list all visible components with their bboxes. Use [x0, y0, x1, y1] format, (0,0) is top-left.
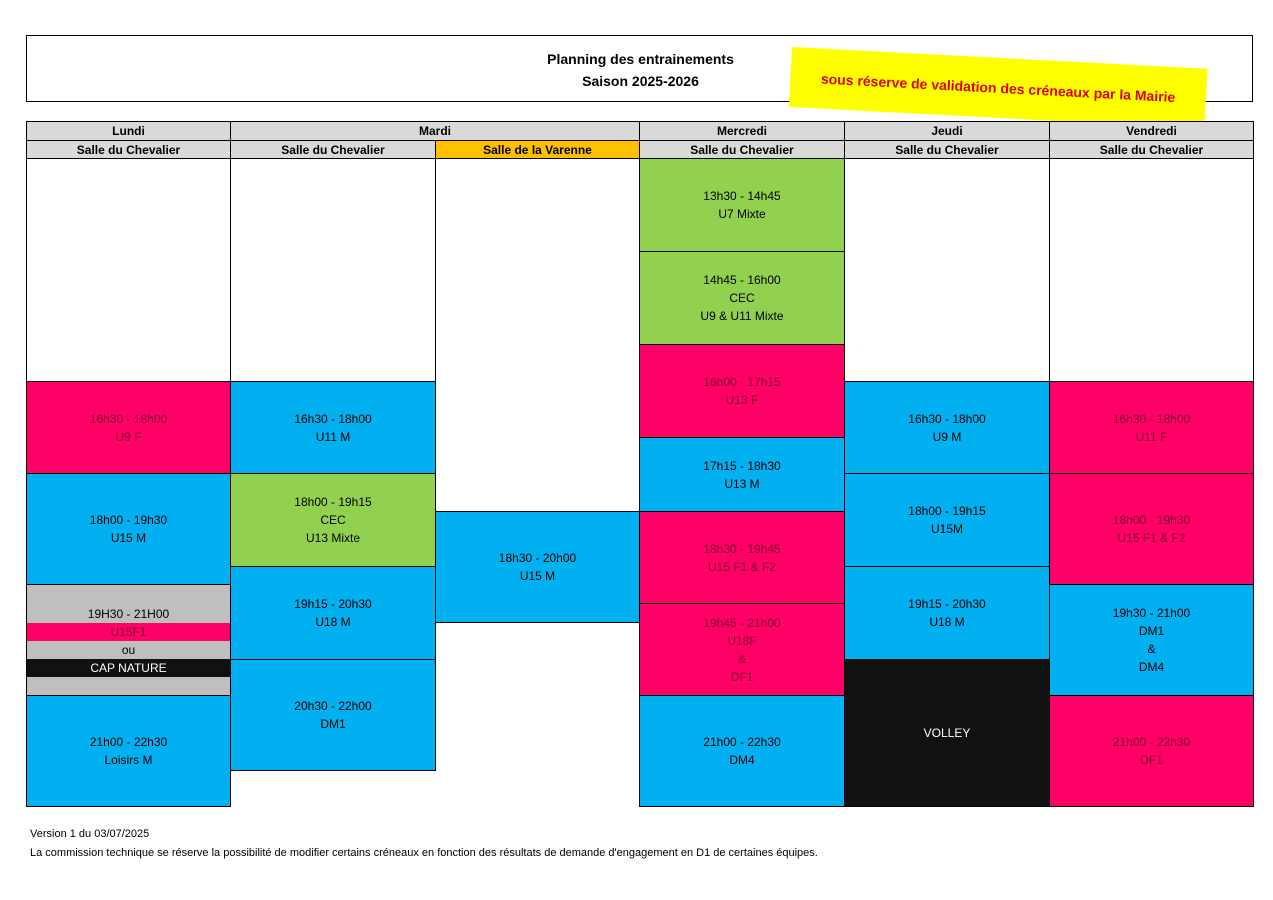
room-header-mercredi: Salle du Chevalier [639, 140, 845, 159]
slot-cap-nature: CAP NATURE [27, 659, 230, 677]
day-header-mercredi: Mercredi [639, 121, 845, 141]
mairie-validation-stamp: sous réserve de validation des créneaux par la Mairie [789, 47, 1208, 129]
day-header-jeudi: Jeudi [844, 121, 1050, 141]
slot-mardi-u11m: 16h30 - 18h00 U11 M [230, 381, 436, 474]
slot-vendredi-dm: 19h30 - 21h00 DM1 & DM4 [1049, 584, 1254, 696]
slot-lundi-choice [26, 584, 231, 696]
slot-vendredi-u15f: 18h00 - 19h30 U15 F1 & F2 [1049, 473, 1254, 585]
slot-varenne-u15m: 18h30 - 20h00 U15 M [435, 511, 640, 623]
slot-lundi-u9f: 16h30 - 18h00 U9 F [26, 381, 231, 474]
slot-mercredi-u15f: 18h30 - 19h45 U15 F1 & F2 [639, 511, 845, 604]
slot-mardi-u18m: 19h15 - 20h30 U18 M [230, 566, 436, 660]
room-header-lundi: Salle du Chevalier [26, 140, 231, 159]
slot-vendredi-df1: 21h00 - 22h30 DF1 [1049, 695, 1254, 807]
slot-jeudi-u18m: 19h15 - 20h30 U18 M [844, 566, 1050, 660]
disclaimer-note: La commission technique se réserve la possibilité de modifier certains créneaux en fonction des résultats de demande d'engagement en D1 de certaines équipes. [30, 847, 818, 859]
slot-jeudi-u15m: 18h00 - 19h15 U15M [844, 473, 1050, 567]
page-title: Planning des entrainements [547, 51, 734, 67]
empty-slot [1049, 158, 1254, 382]
room-header-jeudi: Salle du Chevalier [844, 140, 1050, 159]
slot-mercredi-dm4: 21h00 - 22h30 DM4 [639, 695, 845, 807]
slot-vendredi-u11f: 16h30 - 18h00 U11 F [1049, 381, 1254, 474]
slot-lundi-u15m: 18h00 - 19h30 U15 M [26, 473, 231, 585]
day-header-lundi: Lundi [26, 121, 231, 141]
day-header-mardi: Mardi [230, 121, 640, 141]
season-subtitle: Saison 2025-2026 [582, 73, 699, 89]
room-header-vendredi: Salle du Chevalier [1049, 140, 1254, 159]
day-header-vendredi: Vendredi [1049, 121, 1254, 141]
slot-lundi-loisirs: 21h00 - 22h30 Loisirs M [26, 695, 231, 807]
slot-jeudi-volley: VOLLEY [844, 659, 1050, 807]
empty-slot [844, 158, 1050, 382]
slot-or: ou [121, 643, 136, 657]
slot-time: 19H30 - 21H00 [87, 607, 170, 621]
slot-mercredi-u13f: 16h00 - 17h15 U13 F [639, 344, 845, 438]
slot-u15f1: U15F1 [27, 623, 230, 641]
slot-jeudi-u9m: 16h30 - 18h00 U9 M [844, 381, 1050, 474]
slot-mercredi-u18f-df1: 19h45 - 21h00 U18F & DF1 [639, 603, 845, 696]
empty-slot [435, 158, 640, 512]
slot-mercredi-u13m: 17h15 - 18h30 U13 M [639, 437, 845, 512]
version-note: Version 1 du 03/07/2025 [30, 828, 150, 840]
slot-mercredi-cec: 14h45 - 16h00 CEC U9 & U11 Mixte [639, 251, 845, 345]
slot-mardi-cec: 18h00 - 19h15 CEC U13 Mixte [230, 473, 436, 567]
room-header-mardi-varenne: Salle de la Varenne [435, 140, 640, 159]
slot-mercredi-u7: 13h30 - 14h45 U7 Mixte [639, 158, 845, 252]
empty-slot [230, 158, 436, 382]
room-header-mardi-chevalier: Salle du Chevalier [230, 140, 436, 159]
empty-slot [26, 158, 231, 382]
slot-mardi-dm1: 20h30 - 22h00 DM1 [230, 659, 436, 771]
